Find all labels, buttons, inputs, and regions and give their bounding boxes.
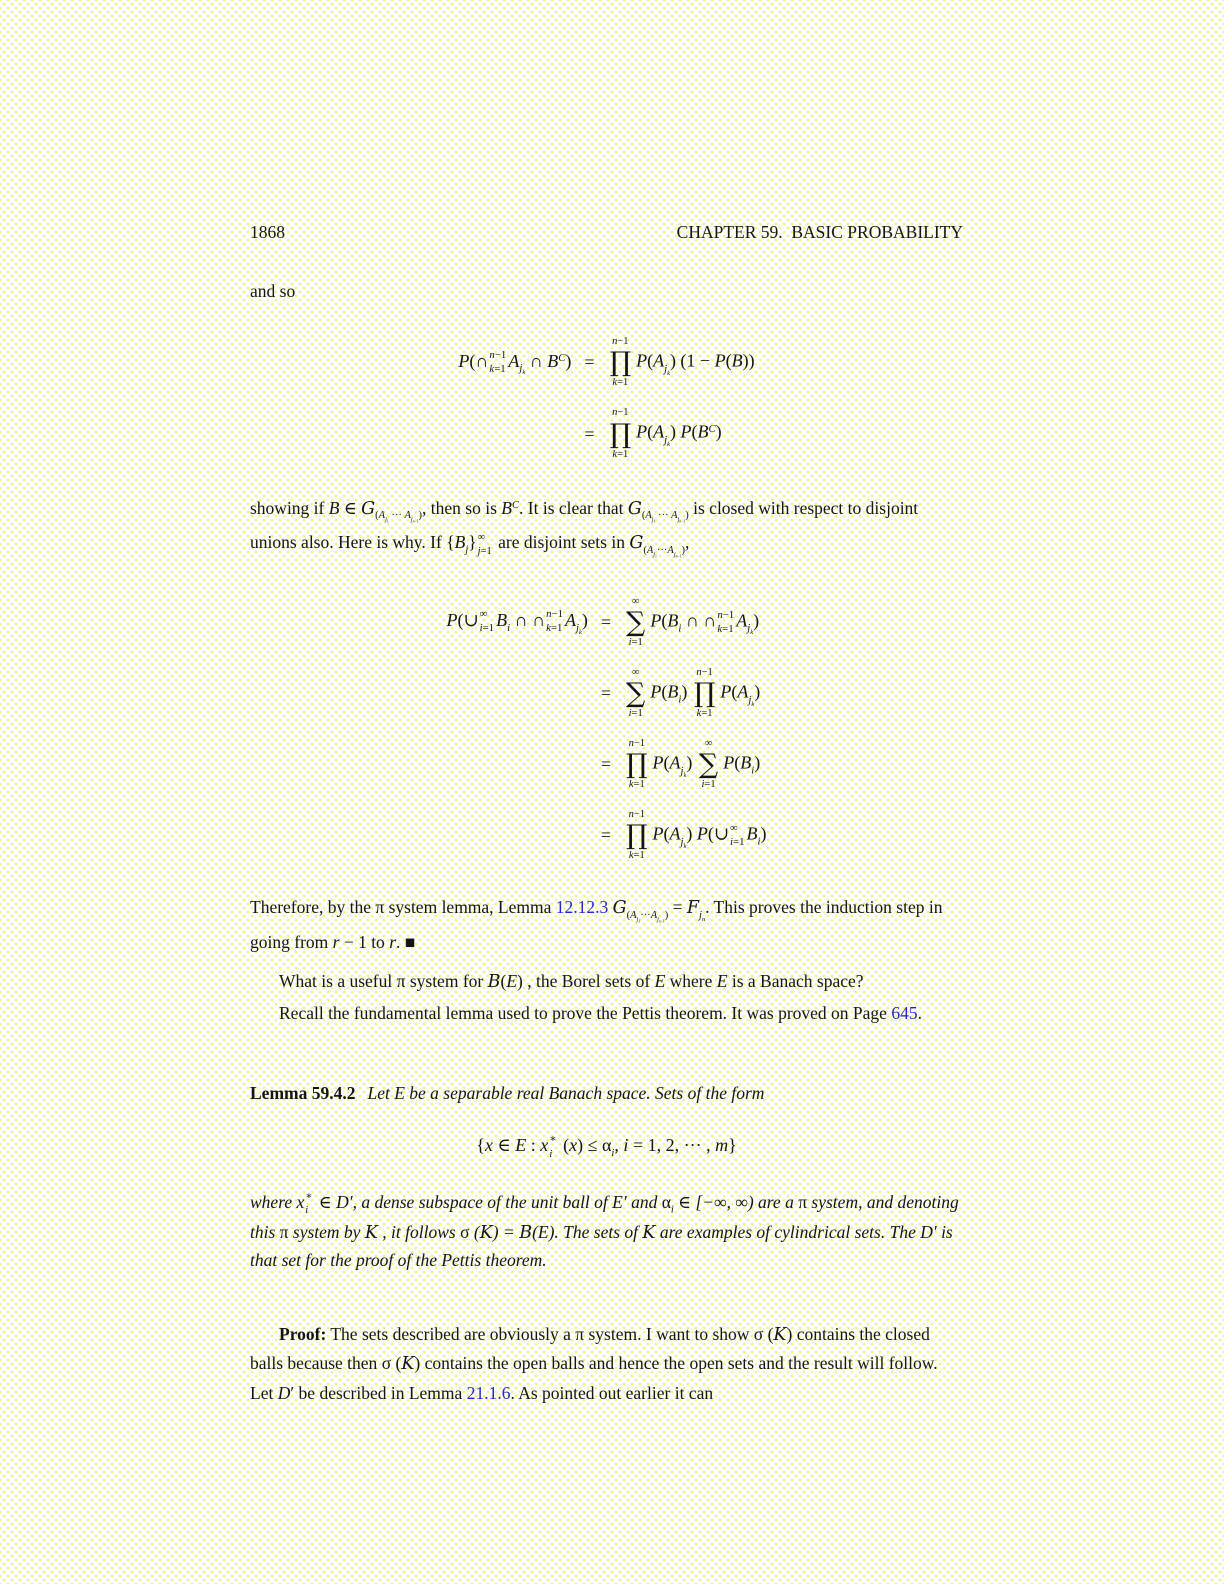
lemma-label: Lemma 59.4.2 (250, 1083, 356, 1103)
equation-row (447, 729, 767, 800)
equation-lhs (458, 398, 571, 469)
big-operator: ∑ (626, 678, 646, 710)
equation-row (458, 398, 754, 469)
equation-rhs: ∞ ∑ i=1 $P(B_i)$ n−1 ∏ k=1 $P(A_{j_k})$ (626, 667, 761, 720)
paragraph-showing: showing if B ∈ $G_{(A_{j_1} \cdot\cdot\cdot A_{j_{n-1}})}$, then so is $B^C$. It is clear that $G_{(A_{j_1} \cdot\cdot\cdot A_{j_{n-1}})}$ is closed with respect to disjoint unions also. Here is why. If $\{B_j\}$ ∞ j=1 are disjoint sets in $G_{(A_{j_1}\cdot\cdot\cdot A_{j_{n-1}})}$, (250, 497, 919, 559)
equals-sign: = (600, 611, 612, 632)
equals-sign: = (584, 352, 595, 373)
big-operator: ∏ (626, 820, 648, 852)
equation-lhs: P(∪ ∞ i=1 $B_i$ ∩ ∩ n−1 k=1 $A_{j_k}$) (446, 608, 588, 636)
big-operator: ∑ (698, 749, 719, 781)
paragraph-recall-pettis: Recall the fundamental lemma used to prove the Pettis theorem. It was proved on Page 645. (279, 1002, 922, 1023)
equals-sign: = (600, 825, 612, 846)
big-operator: ∑ (626, 606, 646, 638)
equation-lhs (447, 800, 588, 871)
equation-rhs: n−1 ∏ k=1 $P(A_{j_k}) (1 - P(B))$ (609, 336, 755, 389)
page-content (250, 0, 963, 1407)
equation-rhs: n−1 ∏ k=1 $P(A_{j_k})$ P(∪ ∞ i=1 $B_i$) (626, 809, 767, 862)
equation-row (447, 658, 767, 729)
equation-row (458, 327, 754, 398)
equals-sign: = (584, 423, 595, 444)
equals-sign: = (600, 754, 612, 775)
equals-sign: = (600, 683, 612, 704)
cross-reference-link[interactable]: 21.1.6 (466, 1382, 511, 1403)
lemma-heading (250, 1079, 963, 1107)
equation-row (447, 587, 767, 658)
equation-block-2 (447, 587, 767, 872)
cross-reference-link[interactable]: 12.12.3 (555, 897, 609, 918)
big-operator: ∏ (609, 347, 632, 379)
equation-block-1 (458, 327, 754, 469)
cross-reference-link[interactable]: 645 (891, 1002, 918, 1023)
page-number: 1868 (250, 222, 285, 242)
paragraph-what-pi-system: What is a useful π system for B(E) , the Borel sets of E where E is a Banach space? (279, 971, 864, 993)
equation-rhs: n−1 ∏ k=1 $P(A_{j_k})$ $P(B^C)$ (609, 407, 722, 460)
lemma-59-4-2 (250, 1079, 963, 1274)
equation-lhs (447, 658, 588, 729)
big-operator: ∏ (609, 418, 632, 450)
chapter-title: CHAPTER 59. BASIC PROBABILITY (676, 222, 963, 242)
equation-rhs: n−1 ∏ k=1 $P(A_{j_k})$ ∞ ∑ i=1 $P(B_i)$ (626, 738, 761, 791)
big-operator: ∏ (693, 678, 716, 710)
paragraph-therefore: Therefore, by the π system lemma, Lemma 12.12.3 $G_{(A_{j_1}\cdot\cdot\cdot A_{j_{n-1}})} = F_{j_n}$. This proves the induction step in going from r − 1 to r. ■ (250, 897, 943, 953)
big-operator: ∏ (626, 749, 648, 781)
lemma-intro: Let E be a separable real Banach space. Sets of the form (367, 1083, 765, 1103)
page-header (250, 222, 963, 243)
intro-text: and so (250, 281, 296, 301)
equation-rhs: ∞ ∑ i=1 $P(B_i$ ∩ ∩ n−1 k=1 $A_{j_k}$) (626, 595, 760, 648)
equation-lhs (447, 729, 588, 800)
lemma-display-equation: {x ∈ E : x ∗ i $(x) \le \alpha_i$, i = 1, 2, ··· , m} (476, 1133, 737, 1160)
lemma-body: where x ∗ i ∈ D′, a dense subspace of the unit ball of E′ and $\alpha_i$ ∈ [−∞, ∞) are a π system, and denoting this π system by K , it follows σ (K) = B(E). The sets of K are examples of cylindrical sets. The D′ is that set for the proof of the Pettis theorem. (250, 1191, 959, 1270)
equation-lhs: P(∩ n−1 k=1 $A_{j_k}$ ∩ $B^C$) (458, 348, 572, 377)
proof-paragraph: Proof: The sets described are obviously a π system. I want to show σ (K) contains the closed balls because then σ (K) contains the open balls and hence the open sets and the result will follow. Let D′ be described in Lemma 21.1.6. As pointed out earlier it can (250, 1323, 938, 1403)
equation-row (447, 800, 767, 871)
